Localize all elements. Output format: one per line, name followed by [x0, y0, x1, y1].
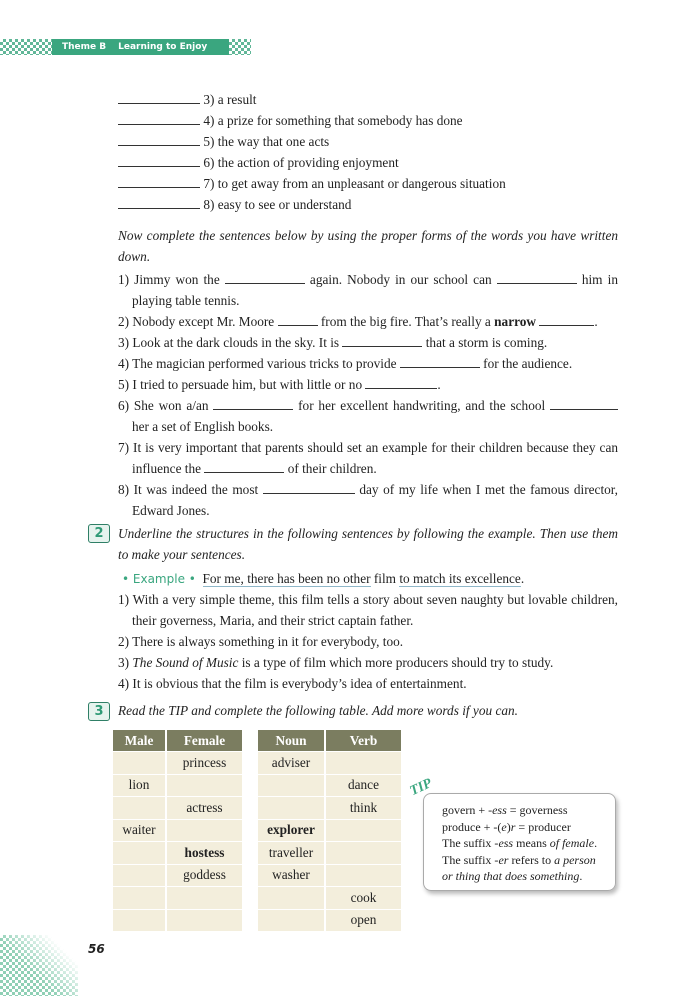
- table-cell: cook: [326, 887, 401, 909]
- text-segment: for her excellent handwriting, and the school: [293, 398, 550, 413]
- table-cell: waiter: [113, 820, 165, 842]
- sentence-item: [118, 332, 618, 353]
- empty-answer-cell[interactable]: [258, 887, 324, 909]
- empty-answer-cell[interactable]: [326, 842, 401, 864]
- table-row: [258, 775, 401, 797]
- noun-verb-table: [256, 729, 403, 932]
- theme-label: Theme B: [62, 42, 107, 52]
- table-cell: lion: [113, 775, 165, 797]
- text-segment: is a type of film which more producers should try to study.: [238, 655, 554, 670]
- text-segment: ess: [492, 803, 507, 817]
- instruction: Now complete the sentences below by using the proper forms of the words you have written down.: [118, 228, 618, 264]
- text-segment: again. Nobody in our school can: [304, 272, 497, 287]
- text-segment: 8) It was indeed the most: [118, 482, 263, 497]
- answer-blank[interactable]: [118, 197, 200, 209]
- text-segment: 3): [118, 655, 133, 670]
- column-header: Male: [113, 730, 165, 751]
- text-segment: = governess: [506, 803, 568, 817]
- tip-line: [442, 868, 615, 885]
- table-row: [113, 820, 242, 842]
- table-cell: goddess: [167, 865, 242, 887]
- tip-line: [442, 852, 615, 869]
- text-segment: = producer: [515, 819, 571, 834]
- empty-answer-cell[interactable]: [167, 910, 242, 932]
- text-segment: 5) I tried to persuade him, but with little or no: [118, 377, 366, 392]
- text-segment: .: [594, 314, 598, 329]
- tip-line: [442, 835, 615, 852]
- underlined-structure: to match its excellence: [399, 571, 521, 586]
- text-segment: 2) Nobody except Mr. Moore: [118, 314, 278, 329]
- definition-item: [118, 89, 618, 110]
- empty-answer-cell[interactable]: [326, 752, 401, 774]
- table-row: [258, 887, 401, 909]
- tip-box: [423, 793, 616, 891]
- sentence-item: [118, 631, 618, 652]
- sentence-item: [118, 479, 618, 521]
- text-segment: for the audience.: [479, 356, 573, 371]
- definition-item: [118, 110, 618, 131]
- table-row: [113, 797, 242, 819]
- answer-blank[interactable]: [263, 482, 355, 494]
- table-row: [258, 865, 401, 887]
- answer-blank[interactable]: [118, 176, 200, 188]
- example-label: • Example •: [122, 572, 196, 586]
- column-header: Noun: [258, 730, 324, 751]
- table-row: [113, 775, 242, 797]
- table-row: [113, 887, 242, 909]
- empty-answer-cell[interactable]: [113, 752, 165, 774]
- answer-blank[interactable]: [278, 314, 318, 326]
- answer-blank[interactable]: [118, 113, 200, 125]
- table-cell: washer: [258, 865, 324, 887]
- text-segment: a person: [554, 852, 596, 867]
- table-cell: adviser: [258, 752, 324, 774]
- text-segment: that a storm is coming.: [422, 335, 548, 350]
- text-segment: ): [506, 819, 511, 834]
- empty-answer-cell[interactable]: [113, 865, 165, 887]
- answer-blank[interactable]: [539, 314, 594, 326]
- example-text: film: [370, 571, 400, 586]
- table-cell: hostess: [167, 842, 242, 864]
- tip-line: [442, 802, 615, 819]
- answer-blank[interactable]: [550, 398, 618, 410]
- text-segment: 4) It is obvious that the film is everybody’s idea of entertainment.: [118, 676, 467, 691]
- answer-blank[interactable]: [342, 335, 422, 347]
- underlined-structure: For me, there has been no other: [202, 571, 371, 586]
- text-segment: 1) Jimmy won the: [118, 272, 225, 287]
- sentence-item: [118, 311, 618, 332]
- definition-text: 7) to get away from an unpleasant or dangerous situation: [200, 176, 506, 191]
- example-line: • Example • For me, there has been no other film to match its excellence.: [122, 571, 525, 586]
- column-header: Verb: [326, 730, 401, 751]
- text-segment: or thing that does something: [442, 869, 580, 883]
- table-cell: think: [326, 797, 401, 819]
- empty-answer-cell[interactable]: [167, 887, 242, 909]
- table-row: [258, 752, 401, 774]
- section2-instruction: Underline the structures in the following sentences by following the example. Then use them to make your sentences.: [118, 526, 618, 562]
- table-cell: explorer: [258, 820, 324, 842]
- sentence-item: [118, 269, 618, 311]
- text-segment: The suffix -: [442, 852, 499, 867]
- empty-answer-cell[interactable]: [113, 842, 165, 864]
- checker-decoration: [0, 39, 52, 55]
- table-row: [258, 842, 401, 864]
- answer-blank[interactable]: [365, 377, 437, 389]
- text-segment: govern + -: [442, 803, 493, 817]
- text-segment: of their children.: [284, 461, 377, 476]
- tip-line: [442, 819, 615, 836]
- table-cell: traveller: [258, 842, 324, 864]
- definition-text: 3) a result: [200, 92, 257, 107]
- table-row: [113, 910, 242, 932]
- table-cell: actress: [167, 797, 242, 819]
- table-row: [258, 820, 401, 842]
- sentence-item: [118, 673, 618, 694]
- checker-decoration: [0, 935, 78, 996]
- empty-answer-cell[interactable]: [326, 865, 401, 887]
- theme-banner: [52, 39, 229, 55]
- text-segment: 1) With a very simple theme, this film tells a story about seven naughty but lovable children, their governess, Maria, and their strict captain father.: [118, 592, 618, 628]
- empty-answer-cell[interactable]: [326, 820, 401, 842]
- theme-header: [0, 39, 251, 55]
- definition-item: [118, 131, 618, 152]
- sentence-item: [118, 353, 618, 374]
- text-segment: 2) There is always something in it for everybody, too.: [118, 634, 404, 649]
- sentence-item: [118, 395, 618, 437]
- definition-item: [118, 194, 618, 215]
- definition-text: 6) the action of providing enjoyment: [200, 155, 399, 170]
- empty-answer-cell[interactable]: [258, 910, 324, 932]
- text-segment: .: [579, 869, 583, 883]
- empty-answer-cell[interactable]: [113, 910, 165, 932]
- text-segment: .: [437, 377, 441, 392]
- text-segment: 4) The magician performed various tricks to provide: [118, 356, 400, 371]
- definition-text: 8) easy to see or understand: [200, 197, 352, 212]
- empty-answer-cell[interactable]: [167, 775, 242, 797]
- text-segment: The Sound of Music: [132, 655, 239, 670]
- text-segment: means: [513, 836, 550, 850]
- text-segment: The suffix -: [442, 836, 499, 850]
- text-segment: from the big fire. That’s really a: [317, 314, 495, 329]
- column-header: Female: [167, 730, 242, 751]
- text-segment: e: [501, 819, 507, 834]
- text-segment: her a set of English books.: [132, 419, 274, 434]
- text-segment: er: [498, 852, 509, 867]
- theme-title: Learning to Enjoy: [118, 42, 208, 52]
- text-segment: of female: [549, 836, 595, 850]
- text-segment: produce + -(: [442, 819, 502, 834]
- answer-blank[interactable]: [118, 92, 200, 104]
- empty-answer-cell[interactable]: [258, 775, 324, 797]
- answer-blank[interactable]: [497, 272, 577, 284]
- table-cell: open: [326, 910, 401, 932]
- table-row: [258, 797, 401, 819]
- table-header-row: [258, 730, 401, 751]
- text-segment: .: [594, 836, 598, 850]
- answer-blank[interactable]: [225, 272, 305, 284]
- sentence-item: [118, 589, 618, 631]
- table-row: [113, 865, 242, 887]
- table-row: [113, 752, 242, 774]
- section-number-3: 3: [88, 702, 110, 721]
- text-segment: r: [510, 819, 516, 834]
- answer-blank[interactable]: [118, 134, 200, 146]
- section3-instruction: Read the TIP and complete the following table. Add more words if you can.: [118, 703, 518, 718]
- section-number-2: 2: [88, 524, 110, 543]
- table-row: [258, 910, 401, 932]
- text-segment: him in playing table tennis.: [132, 272, 618, 308]
- empty-answer-cell[interactable]: [258, 797, 324, 819]
- definition-item: [118, 152, 618, 173]
- checker-decoration: [229, 39, 251, 55]
- text-segment: day of my life when I met the famous director, Edward Jones.: [132, 482, 619, 518]
- table-row: [113, 842, 242, 864]
- text-segment: 7) It is very important that parents should set an example for their children because they can influence the: [118, 440, 618, 476]
- text-segment: ess: [498, 836, 514, 850]
- answer-blank[interactable]: [400, 356, 480, 368]
- text-segment: 3) Look at the dark clouds in the sky. It is: [118, 335, 343, 350]
- sentence-item: [118, 437, 618, 479]
- answer-blank[interactable]: [213, 398, 293, 410]
- empty-answer-cell[interactable]: [167, 820, 242, 842]
- empty-answer-cell[interactable]: [113, 887, 165, 909]
- text-segment: narrow: [494, 314, 537, 329]
- sentence-item: [118, 374, 618, 395]
- empty-answer-cell[interactable]: [113, 797, 165, 819]
- page-number: 56: [88, 942, 105, 956]
- table-cell: dance: [326, 775, 401, 797]
- tip-label: TIP: [407, 775, 435, 800]
- definition-item: [118, 173, 618, 194]
- answer-blank[interactable]: [204, 461, 284, 473]
- sentence-item: [118, 652, 618, 673]
- answer-blank[interactable]: [118, 155, 200, 167]
- male-female-table: [111, 729, 244, 932]
- text-segment: 6) She won a/an: [118, 398, 214, 413]
- definition-text: 5) the way that one acts: [200, 134, 330, 149]
- table-header-row: [113, 730, 242, 751]
- definition-text: 4) a prize for something that somebody has done: [200, 113, 463, 128]
- text-segment: refers to: [508, 852, 555, 867]
- table-cell: princess: [167, 752, 242, 774]
